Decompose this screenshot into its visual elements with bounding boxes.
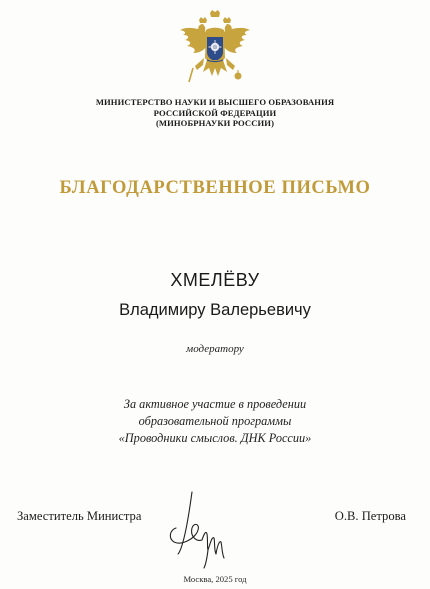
reason-text [0,396,430,447]
recipient-role: модератору [186,343,244,355]
double-headed-eagle-emblem-icon [177,10,253,90]
ministry-line-3: (МИНОБРНАУКИ РОССИИ) [155,118,275,129]
ministry-header [0,97,430,129]
handwritten-signature-icon [162,488,232,570]
recipient-given-names: Владимиру Валерьевичу [119,301,311,319]
ministry-line-2: РОССИЙСКОЙ ФЕДЕРАЦИИ [153,107,277,118]
ministry-line-1: МИНИСТЕРСТВО НАУКИ И ВЫСШЕГО ОБРАЗОВАНИЯ [95,97,335,107]
signatory-name: О.В. Петрова [334,509,406,523]
signatory-position: Заместитель Министра [17,509,142,523]
recipient-surname: ХМЕЛЁВУ [170,270,260,290]
reason-line-2: образовательной программы [138,414,292,428]
document-title: БЛАГОДАРСТВЕННОЕ ПИСЬМО [59,178,371,198]
reason-line-1: За активное участие в проведении [123,397,307,411]
reason-line-3: «Проводники смыслов. ДНК России» [118,431,312,445]
place-and-year: Москва, 2025 год [183,574,247,584]
